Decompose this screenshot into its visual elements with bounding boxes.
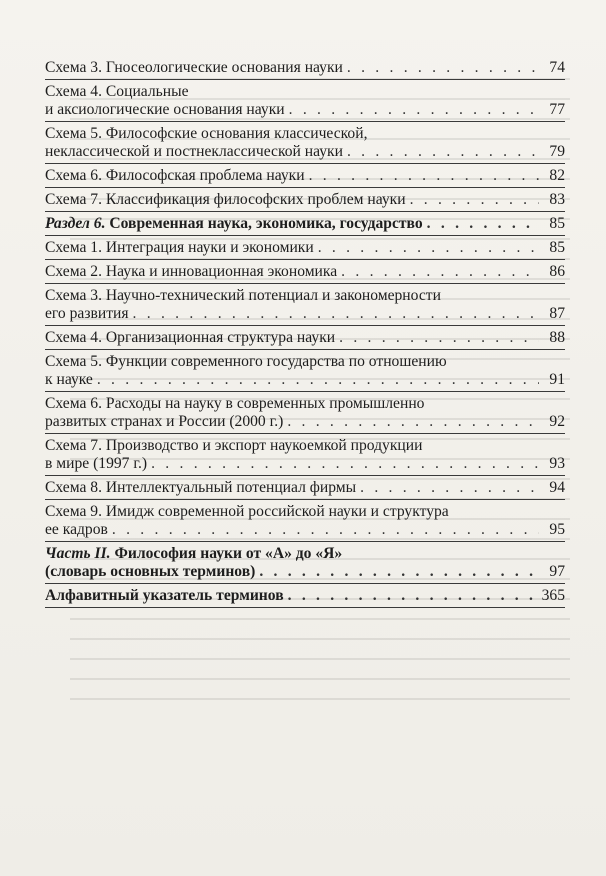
page-number: 74 bbox=[549, 59, 565, 76]
toc-entry bbox=[45, 476, 565, 500]
dot-leader bbox=[287, 413, 539, 431]
toc-entry bbox=[45, 260, 565, 284]
toc-entry bbox=[45, 164, 565, 188]
toc-entry-title: Схема 6. Философская проблема науки bbox=[45, 167, 305, 184]
page-number: 86 bbox=[549, 263, 565, 280]
toc-entry-title: его развития bbox=[45, 305, 129, 322]
toc-entry-title: Схема 3. Гносеологические основания науки bbox=[45, 59, 343, 76]
toc-entry-title: Схема 3. Научно-технический потенциал и закономерности bbox=[45, 287, 441, 304]
page-number: 82 bbox=[549, 167, 565, 184]
page-number: 85 bbox=[549, 215, 565, 232]
toc-entry-title: к науке bbox=[45, 371, 93, 388]
dot-leader bbox=[112, 521, 539, 539]
page-number: 91 bbox=[549, 371, 565, 388]
page-number: 85 bbox=[549, 239, 565, 256]
dot-leader bbox=[347, 59, 539, 77]
page-number: 87 bbox=[549, 305, 565, 322]
section-prefix: Раздел 6. bbox=[45, 215, 106, 232]
page-number: 92 bbox=[549, 413, 565, 430]
toc-entry-title: ее кадров bbox=[45, 521, 108, 538]
toc-entry bbox=[45, 434, 565, 476]
toc-entry-title: Схема 8. Интеллектуальный потенциал фирмы bbox=[45, 479, 357, 496]
dot-leader bbox=[347, 143, 539, 161]
toc-entry-title: Схема 6. Расходы на науку в современных промышленно bbox=[45, 395, 425, 412]
toc-entry-title: (словарь основных терминов) bbox=[45, 563, 256, 580]
toc-entry-title: Схема 7. Производство и экспорт наукоемкой продукции bbox=[45, 437, 423, 454]
dot-leader bbox=[410, 191, 539, 209]
toc-entry bbox=[45, 326, 565, 350]
toc-entry bbox=[45, 188, 565, 212]
dot-leader bbox=[151, 455, 539, 473]
toc-entry bbox=[45, 542, 565, 584]
toc-entry bbox=[45, 392, 565, 434]
toc-entry-title: Схема 9. Имидж современной российской науки и структура bbox=[45, 503, 449, 520]
page-number: 95 bbox=[549, 521, 565, 538]
page-number: 77 bbox=[549, 101, 565, 118]
toc-entry-title: неклассической и постнеклассической науки bbox=[45, 143, 343, 160]
dot-leader bbox=[427, 215, 539, 233]
toc-entry-title bbox=[45, 215, 423, 233]
toc-entry-title: Схема 5. Функции современного государства по отношению bbox=[45, 353, 447, 370]
toc-entry-title-text: Современная наука, экономика, государство bbox=[105, 215, 423, 232]
toc-entry-title: Алфавитный указатель терминов bbox=[45, 587, 284, 604]
toc-entry bbox=[45, 284, 565, 326]
dot-leader bbox=[259, 563, 539, 581]
toc-entry bbox=[45, 584, 565, 608]
toc-entry bbox=[45, 350, 565, 392]
page-number: 93 bbox=[549, 455, 565, 472]
page-number: 79 bbox=[549, 143, 565, 160]
page-number: 94 bbox=[549, 479, 565, 496]
toc-entry-title bbox=[45, 545, 565, 563]
page-number: 365 bbox=[541, 587, 565, 604]
toc-entry bbox=[45, 236, 565, 260]
toc-entry-title: Схема 5. Философские основания классической, bbox=[45, 125, 368, 142]
page-number: 97 bbox=[549, 563, 565, 580]
table-of-contents bbox=[45, 56, 565, 608]
dot-leader bbox=[309, 167, 539, 185]
dot-leader bbox=[360, 479, 539, 497]
section-prefix: Часть II. bbox=[45, 545, 111, 562]
page-number: 83 bbox=[549, 191, 565, 208]
toc-entry bbox=[45, 122, 565, 164]
toc-entry-title: развитых странах и России (2000 г.) bbox=[45, 413, 284, 430]
dot-leader bbox=[289, 101, 539, 119]
page-number: 88 bbox=[549, 329, 565, 346]
dot-leader bbox=[339, 329, 539, 347]
toc-entry bbox=[45, 212, 565, 236]
toc-entry-title: Схема 4. Организационная структура науки bbox=[45, 329, 336, 346]
dot-leader bbox=[318, 239, 539, 257]
toc-entry-title: и аксиологические основания науки bbox=[45, 101, 285, 118]
toc-entry bbox=[45, 500, 565, 542]
toc-entry-title: Схема 2. Наука и инновационная экономика bbox=[45, 263, 338, 280]
toc-entry-title: в мире (1997 г.) bbox=[45, 455, 148, 472]
toc-entry-title: Схема 4. Социальные bbox=[45, 83, 189, 100]
dot-leader bbox=[341, 263, 539, 281]
dot-leader bbox=[288, 587, 538, 605]
toc-entry-title: Схема 1. Интеграция науки и экономики bbox=[45, 239, 314, 256]
dot-leader bbox=[97, 371, 539, 389]
toc-entry-title: Схема 7. Классификация философских проблем науки bbox=[45, 191, 406, 208]
dot-leader bbox=[133, 305, 539, 323]
toc-entry-title-text: Философия науки от «А» до «Я» bbox=[110, 545, 343, 562]
toc-entry bbox=[45, 56, 565, 80]
toc-entry bbox=[45, 80, 565, 122]
